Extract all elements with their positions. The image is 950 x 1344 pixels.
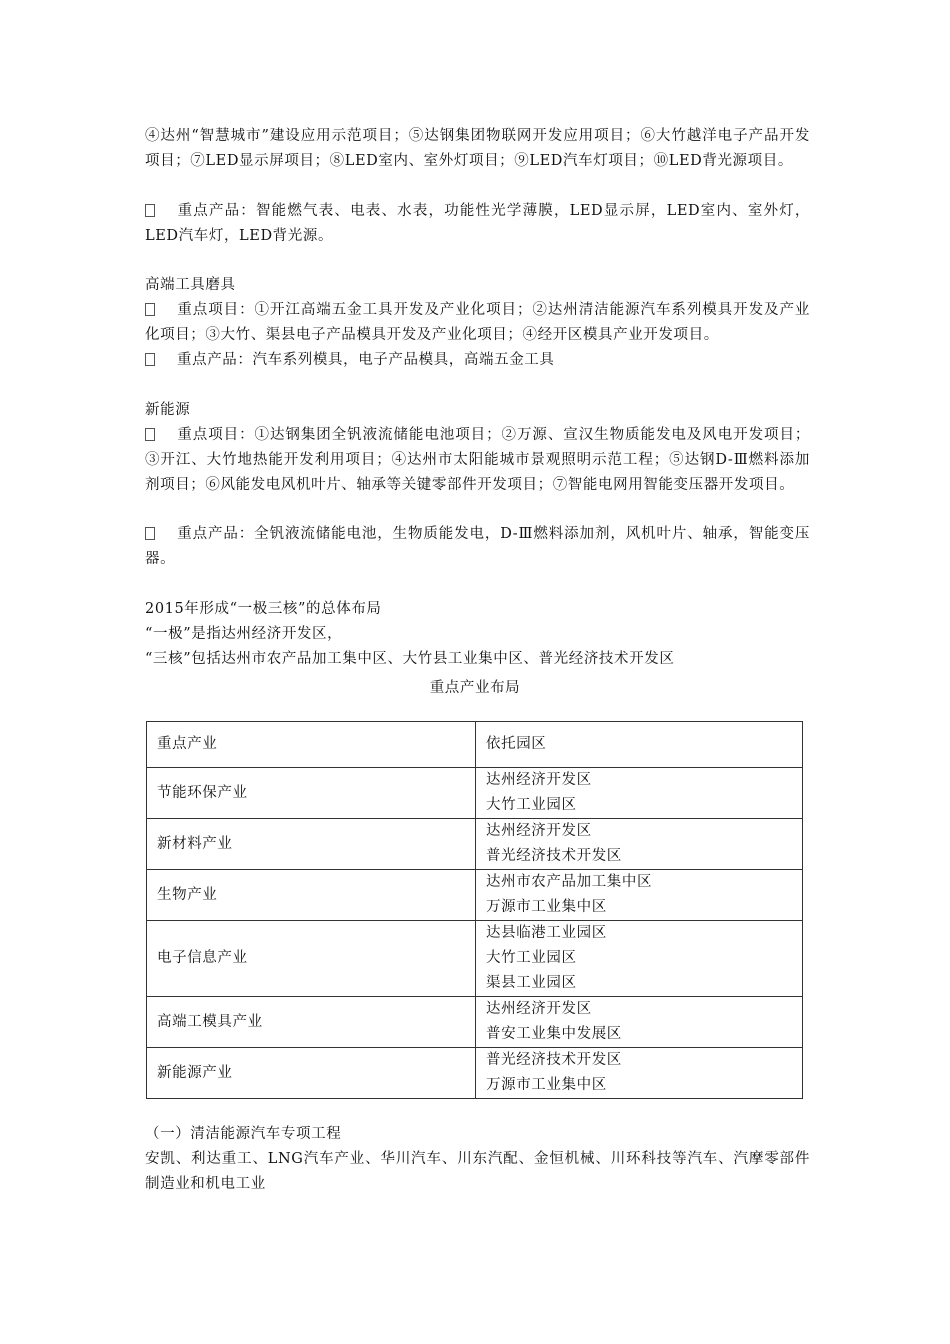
park-name: 普光经济技术开发区 (486, 1052, 622, 1068)
park-name: 万源市工业集中区 (486, 1077, 607, 1093)
section-title-tools: 高端工具磨具 (145, 277, 236, 293)
bullet-projects-tools (145, 298, 810, 348)
park-name: 普安工业集中发展区 (486, 1026, 622, 1042)
parks-cell (476, 819, 803, 870)
table-row (147, 768, 803, 819)
parks-cell (476, 870, 803, 921)
park-name: 普光经济技术开发区 (486, 848, 622, 864)
layout-line-3: “三核”包括达州市农产品加工集中区、大竹县工业集中区、普光经济技术开发区 (145, 651, 675, 667)
bullet-products-energy (145, 522, 810, 572)
table-header-cell: 依托园区 (476, 722, 803, 768)
table-caption: 重点产业布局 (429, 680, 521, 696)
bullet-box-icon (145, 527, 155, 540)
table-header-row (147, 722, 803, 768)
bullet-box-icon (145, 204, 155, 217)
parks-cell (476, 921, 803, 997)
park-name: 达州经济开发区 (486, 823, 592, 839)
park-name: 达州市农产品加工集中区 (486, 874, 653, 890)
table-row (147, 997, 803, 1048)
bullet-text: 重点产品：智能燃气表、电表、水表，功能性光学薄膜，LED显示屏，LED室内、室外灯，LED汽车灯，LED背光源。 (145, 203, 810, 244)
bullet-box-icon (145, 303, 155, 316)
park-name: 达州经济开发区 (486, 772, 592, 788)
paragraph-projects-continued: ④达州“智慧城市”建设应用示范项目；⑤达钢集团物联网开发应用项目；⑥大竹越洋电子产品开发项目；⑦LED显示屏项目；⑧LED室内、室外灯项目；⑨LED汽车灯项目；⑩LED背光源项目。 (145, 128, 810, 169)
bullet-box-icon (145, 353, 155, 366)
bullet-products-tools (145, 348, 810, 373)
section-title-energy: 新能源 (145, 402, 191, 418)
layout-line-1: 2015年形成“一极三核”的总体布局 (145, 601, 382, 617)
bullet-box-icon (145, 428, 155, 441)
bullet-text: 重点项目：①开江高端五金工具开发及产业化项目；②达州清洁能源汽车系列模具开发及产业化项目；③大竹、渠县电子产品模具开发及产业化项目；④经开区模具产业开发项目。 (145, 302, 810, 343)
park-name: 大竹工业园区 (486, 797, 577, 813)
park-name: 渠县工业园区 (486, 975, 577, 991)
industry-cell: 节能环保产业 (147, 768, 476, 819)
table-row (147, 921, 803, 997)
bullet-text: 重点项目：①达钢集团全钒液流储能电池项目；②万源、宣汉生物质能发电及风电开发项目；③开江、大竹地热能开发利用项目；④达州市太阳能城市景观照明示范工程；⑤达钢D-Ⅲ燃料添加剂项目；⑥风能发电风机叶片、轴承等关键零部件开发项目；⑦智能电网用智能变压器开发项目。 (145, 427, 810, 493)
bullet-projects-energy (145, 423, 810, 498)
industry-cell: 电子信息产业 (147, 921, 476, 997)
park-name: 达州经济开发区 (486, 1001, 592, 1017)
industry-cell: 新能源产业 (147, 1048, 476, 1099)
industry-cell: 新材料产业 (147, 819, 476, 870)
table-row (147, 1048, 803, 1099)
industry-cell: 高端工模具产业 (147, 997, 476, 1048)
bullet-text: 重点产品：汽车系列模具，电子产品模具，高端五金工具 (177, 352, 555, 368)
industry-cell: 生物产业 (147, 870, 476, 921)
paragraph-clean-energy: 安凯、利达重工、LNG汽车产业、华川汽车、川东汽配、金恒机械、川环科技等汽车、汽摩零部件制造业和机电工业 (145, 1151, 810, 1192)
table-header-cell: 重点产业 (147, 722, 476, 768)
layout-line-2: “一极”是指达州经济开发区， (145, 626, 343, 642)
park-name: 达县临港工业园区 (486, 925, 607, 941)
parks-cell (476, 768, 803, 819)
bullet-products-electronics (145, 199, 810, 249)
park-name: 万源市工业集中区 (486, 899, 607, 915)
industry-layout-table (146, 721, 803, 1099)
bullet-text: 重点产品：全钒液流储能电池，生物质能发电，D-Ⅲ燃料添加剂，风机叶片、轴承，智能变压器。 (145, 526, 810, 567)
parks-cell (476, 997, 803, 1048)
park-name: 大竹工业园区 (486, 950, 577, 966)
table-row (147, 870, 803, 921)
section-title-clean-energy: （一）清洁能源汽车专项工程 (145, 1126, 342, 1142)
table-row (147, 819, 803, 870)
parks-cell (476, 1048, 803, 1099)
